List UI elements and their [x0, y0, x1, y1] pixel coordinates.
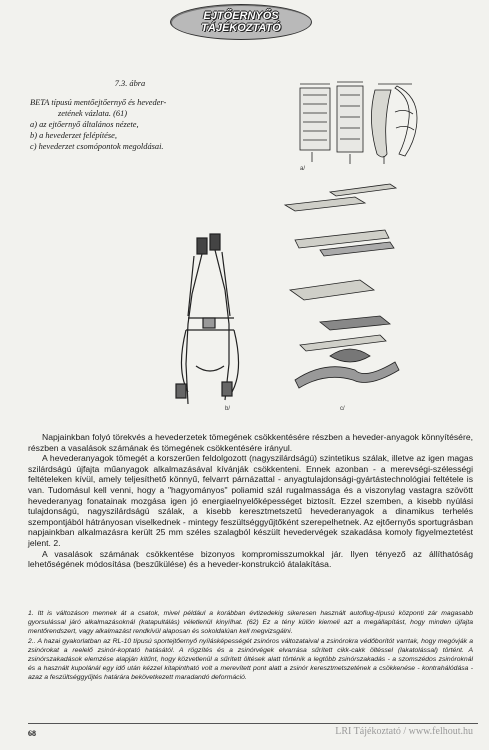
header-badge-line1: EJTŐERNYŐS [203, 10, 279, 22]
label-a: a/ [300, 166, 306, 172]
harness-drawing [176, 234, 239, 404]
figure-number: 7.3. ábra [114, 79, 146, 88]
paragraph: A hevederanyagok tömegét a korszerűen feldolgozott (nagyszilárdságú) szintetikus szálak, illetve az igen magas szilárdságú újfajta műanyagok alkalmazásával kívánják csökkenteni. Ennek azonban - a merevségi-szélességi feltételeken kívül, amely teljesíthető könnyű, felvarrt párnázattal - anyagtulajdonsági-gyártástechnológiai feltétele is van. Tudomásul kell venni, hogy a "hagyományos" poliamid szál rugalmassága és a viszonylag vastagra szövött hevederanyag fonatainak mozgása igen jó energiaelnyelőképességet biztosít. Ezzel szemben, a kisebb nyúlási tulajdonságú, nagyszilárdságú szálak, a kisebb keresztmetszetű hevederanyagok a dinamikus terhelés szempontjából hátrányosan viselkednek - mintegy feszültséggyűjtőként szerepelhetnek. Az ejtőernyős sportugrásban napjainkban alkalmazásra került 25 mm széles szalagból készült hevedervégek szakadása komoly figyelmeztetést jelent. 2. [28, 453, 473, 548]
header-badge-line2: TÁJÉKOZTATÓ [201, 22, 281, 34]
caption-line: c) hevederzet csomópontok megoldásai. [30, 142, 164, 151]
footnote: 1. Itt is változáson mennek át a csatok, mivel például a korábban évtizedekig sikeresen használt autoflug-típusú központi zár magasabb gyorsulással járó alkalmazásoknál (katapultálás) véletlenül kinyílhat. (62) Ez a tény külön kiemeli azt a megállapítást, hogy minden újfajta mentőrendszert, vagy alkalmazást rendkívül alaposan és sokoldalúan kell megvizsgálni. [28, 610, 473, 635]
body-text [28, 432, 473, 570]
footnotes [28, 609, 473, 683]
footer-divider [28, 723, 478, 724]
footnote: 2.. A hazai gyakorlatban az RL-10 típusú sportejtőernyő nyílásképességét zsinóros változataival a zsinórokra védőborítót varrtak, hogy megóvják a zsinórokat a reelelő zsinór-koptató hatásától. A rögzítés és a zsinórvégek elvarrása sűrített cikk-cakk öltéssel (lakatolással) történt. A zsinórszakadások elemzése alapján kitűnt, hogy közvetlenül a sűrített öltések alatt történik a legtöbb zsinórszakadás - a szomszédos zsinóroknál és a használt kupolánál egy idő után kézzel kitapintható volt a merevített pont alatt a zsinór keresztmetszetének a csökkenése - kontrahálódása - azaz a feszültséggyűjtés határára bekövetkezett maradandó deformáció. [28, 638, 473, 681]
parachute-container-drawing [300, 82, 417, 164]
label-c: c/ [340, 406, 345, 412]
paragraph: Napjainkban folyó törekvés a hevederzetek tömegének csökkentésére részben a heveder-anyagok könnyítésére, részben a vasalások számának és tömegének csökkentésére irányul. [28, 432, 473, 453]
harness-node-details [285, 184, 399, 388]
paragraph: A vasalások számának csökkentése bizonyos kompromisszumokkal jár. Ilyen tényező az állíthatóság lehetőségének módosítása (beszűkülése) és a heveder-konstrukció átalakítása. [28, 548, 473, 570]
footer-brand: LRI Tájékoztató / www.felhout.hu [335, 726, 473, 737]
page-number: 68 [28, 729, 36, 738]
caption-line: a) az ejtőernyő általános nézete, [30, 120, 139, 129]
caption-line: zetének vázlata. (61) [58, 109, 128, 118]
caption-line: b) a hevederzet felépítése, [30, 131, 117, 140]
label-b: b/ [225, 406, 231, 412]
caption-line: BETA típusú mentőejtőernyő és heveder- [30, 98, 167, 107]
